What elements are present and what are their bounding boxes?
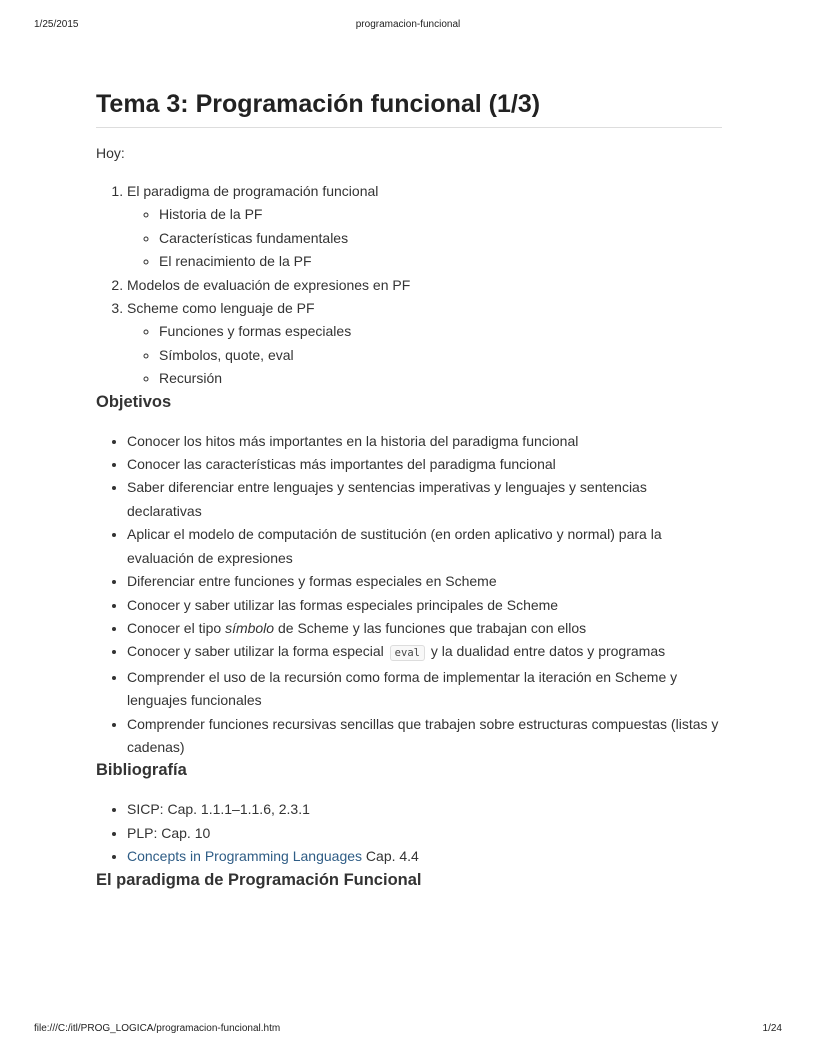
objetivos-heading: Objetivos — [96, 392, 172, 411]
emphasis-text: símbolo — [225, 619, 275, 636]
print-header — [0, 19, 816, 33]
list-item: • Conocer las características más importantes del paradigma funcional — [127, 453, 722, 476]
list-item: • Comprender el uso de la recursión como forma de implementar la iteración en Scheme y lenguajes funcionales — [127, 666, 722, 713]
list-item: • Aplicar el modelo de computación de sustitución (en orden aplicativo y normal) para la evaluación de expresiones — [127, 523, 722, 570]
agenda-item-label: El paradigma de programación funcional — [127, 183, 379, 199]
objetivos-list — [96, 430, 722, 760]
agenda-subitem: ◦ Historia de la PF — [159, 203, 722, 226]
list-item-text: y la dualidad entre datos y programas — [426, 643, 666, 660]
list-item-text: de Scheme y las funciones que trabajan con ellos — [274, 619, 587, 636]
agenda-subitem: ◦ El renacimiento de la PF — [159, 250, 722, 273]
list-item-text: Conocer el tipo — [127, 619, 226, 636]
list-item: • Conocer los hitos más importantes en la historia del paradigma funcional — [127, 430, 722, 453]
bibliografia-list — [96, 798, 722, 868]
list-item: • Saber diferenciar entre lenguajes y sentencias imperativas y lenguajes y sentencias declarativas — [127, 476, 722, 523]
list-item: • Diferenciar entre funciones y formas especiales en Scheme — [127, 570, 722, 593]
agenda-subitem: ◦ Símbolos, quote, eval — [159, 344, 722, 367]
agenda-subitem: ◦ Características fundamentales — [159, 227, 722, 250]
list-item: • SICP: Cap. 1.1.1–1.1.6, 2.3.1 — [127, 798, 722, 821]
agenda-item-label: Scheme como lenguaje de PF — [127, 300, 315, 317]
agenda-subitem: ◦ Recursión — [159, 367, 722, 390]
inline-code: eval — [390, 645, 425, 661]
page-number: 1/24 — [762, 1023, 782, 1034]
agenda-item-label: Modelos de evaluación de expresiones en PF — [127, 276, 411, 293]
list-item — [127, 845, 722, 868]
intro-text: Hoy: — [96, 145, 125, 161]
agenda-sublist — [127, 320, 722, 390]
agenda-sublist — [127, 203, 722, 273]
list-item — [127, 617, 722, 640]
bibliografia-heading: Bibliografía — [96, 761, 187, 780]
print-footer — [0, 1023, 816, 1037]
page-title: Tema 3: Programación funcional (1/3) — [96, 88, 722, 128]
list-item: • Conocer y saber utilizar las formas especiales principales de Scheme — [127, 594, 722, 617]
print-date: 1/25/2015 — [34, 19, 79, 30]
list-item: • PLP: Cap. 10 — [127, 822, 722, 845]
print-title: programacion-funcional — [355, 19, 461, 30]
agenda-item — [127, 274, 722, 297]
list-item-text: Cap. 4.4 — [362, 848, 419, 865]
document-body — [96, 88, 722, 891]
concepts-book-link[interactable]: Concepts in Programming Languages — [127, 848, 363, 865]
list-item-text: Conocer y saber utilizar la forma especial — [127, 643, 388, 660]
list-item: • Comprender funciones recursivas sencillas que trabajen sobre estructuras compuestas (listas y cadenas) — [127, 713, 722, 760]
agenda-subitem: ◦ Funciones y formas especiales — [159, 320, 722, 343]
agenda-item — [127, 297, 722, 391]
paradigma-heading: El paradigma de Programación Funcional — [96, 870, 422, 889]
agenda-item — [127, 180, 722, 274]
list-item — [127, 640, 722, 665]
file-path: file:///C:/itl/PROG_LOGICA/programacion-funcional.htm — [34, 1023, 281, 1034]
agenda-list — [96, 180, 722, 391]
